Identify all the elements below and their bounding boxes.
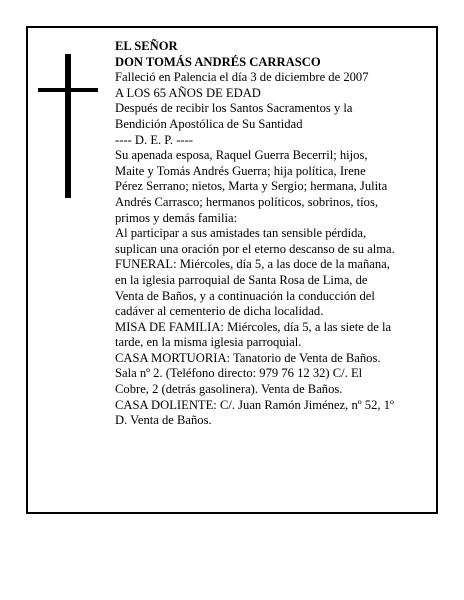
cross-horizontal-bar (38, 88, 98, 92)
deceased-name: DON TOMÁS ANDRÉS CARRASCO (115, 54, 321, 69)
obituary-text (115, 39, 423, 429)
sacraments-statement: Después de recibir los Santos Sacramentos y la Bendición Apostólica de Su Santidad (115, 101, 353, 131)
funeral-details: FUNERAL: Miércoles, día 5, a las doce de la mañana, en la iglesia parroquial de Santa Rosa de Lima, de Venta de Baños, y a continuación la conducción del cadáver al cementerio de dicha localidad. (115, 257, 390, 319)
cross-icon (38, 54, 98, 198)
family-list: Su apenada esposa, Raquel Guerra Becerril; hijos, Maite y Tomás Andrés Guerra; hija política, Irene Pérez Serrano; nietos, Marta y Sergio; hermana, Julita Andrés Carrasco; hermanos políticos, sobrinos, tíos, primos y demás familia: (115, 148, 388, 225)
age-statement: A LOS 65 AÑOS DE EDAD (115, 85, 261, 100)
prayer-request: Al participar a sus amistades tan sensible pérdida, suplican una oración por el eterno descanso de su alma. (115, 226, 395, 256)
mourning-house-details: CASA DOLIENTE: C/. Juan Ramón Jiménez, nº 52, 1º D. Venta de Baños. (115, 397, 394, 428)
deceased-title: EL SEÑOR (115, 39, 178, 53)
rest-in-peace: ---- D. E. P. ---- (115, 132, 193, 147)
family-mass-details: MISA DE FAMILIA: Miércoles, día 5, a las siete de la tarde, en la misma iglesia parroquial. (115, 319, 392, 350)
cross-vertical-bar (65, 54, 71, 198)
mortuary-details: CASA MORTUORIA: Tanatorio de Venta de Baños. Sala nº 2. (Teléfono directo: 979 76 12 32) C/. El Cobre, 2 (detrás gasolinera). Venta de Baños. (115, 350, 381, 397)
death-statement: Falleció en Palencia el día 3 de diciembre de 2007 (115, 70, 369, 85)
